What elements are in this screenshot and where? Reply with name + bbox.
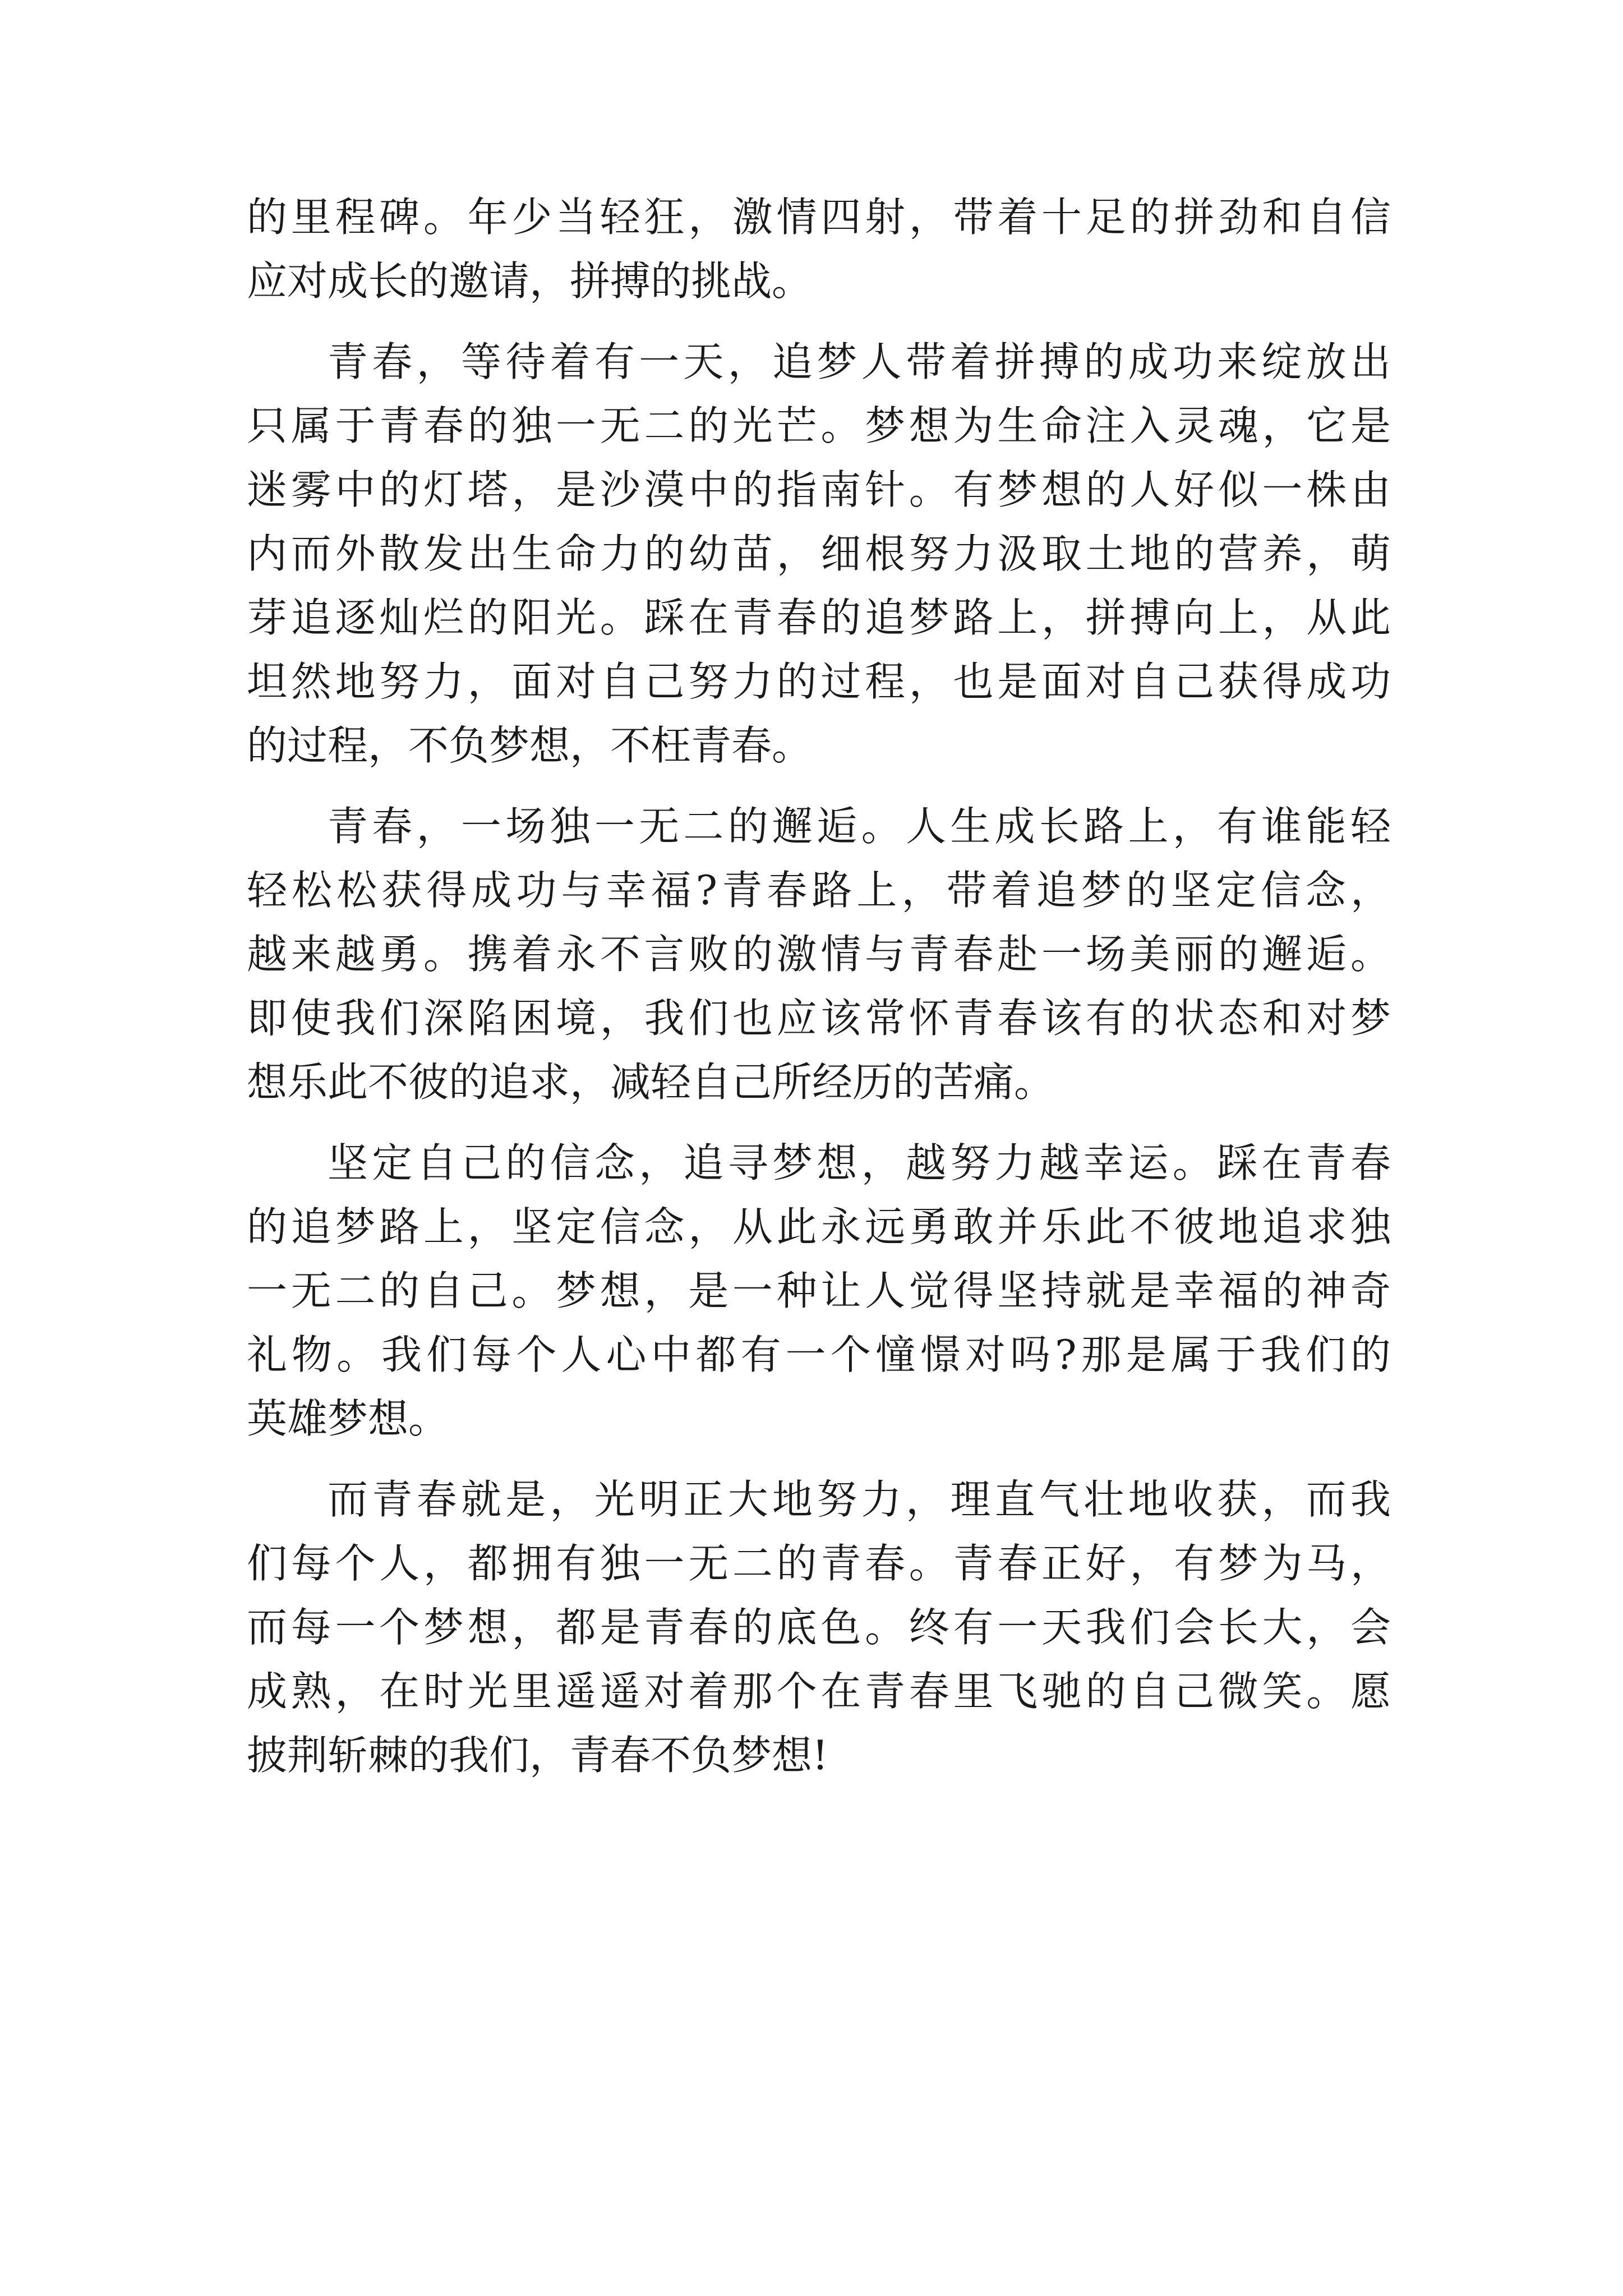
text-line: 内而外散发出生命力的幼苗，细根努力汲取土地的营养，萌 [247, 530, 1391, 577]
paragraph [247, 185, 1391, 313]
text-line: 迷雾中的灯塔，是沙漠中的指南针。有梦想的人好似一株由 [247, 466, 1391, 513]
text-line: 即使我们深陷困境，我们也应该常怀青春该有的状态和对梦 [247, 995, 1391, 1042]
text-line: 坚定自己的信念，追寻梦想，越努力越幸运。踩在青春 [328, 1139, 1391, 1186]
text-line: 而每一个梦想，都是青春的底色。终有一天我们会长大，会 [247, 1604, 1391, 1651]
text-line: 想乐此不彼的追求，减轻自己所经历的苦痛。 [247, 1059, 1055, 1106]
text-line: 只属于青春的独一无二的光芒。梦想为生命注入灵魂，它是 [247, 402, 1391, 449]
text-line: 越来越勇。携着永不言败的激情与青春赴一场美丽的邂逅。 [247, 931, 1391, 978]
text-line: 成熟，在时光里遥遥对着那个在青春里飞驰的自己微笑。愿 [247, 1668, 1391, 1715]
text-line: 青春，一场独一无二的邂逅。人生成长路上，有谁能轻 [328, 803, 1391, 850]
text-line: 芽追逐灿烂的阳光。踩在青春的追梦路上，拼搏向上，从此 [247, 594, 1391, 641]
text-line: 而青春就是，光明正大地努力，理直气壮地收获，而我 [328, 1476, 1391, 1523]
text-line: 礼物。我们每个人心中都有一个憧憬对吗?那是属于我们的 [247, 1331, 1391, 1378]
paragraph [247, 330, 1391, 777]
paragraph [247, 1467, 1391, 1787]
text-line: 披荆斩棘的我们，青春不负梦想! [247, 1732, 828, 1779]
paragraph [247, 1131, 1391, 1451]
document-body [247, 185, 1391, 1787]
text-line: 轻松松获得成功与幸福?青春路上，带着追梦的坚定信念， [247, 867, 1391, 914]
paragraph [247, 794, 1391, 1114]
text-line: 青春，等待着有一天，追梦人带着拼搏的成功来绽放出 [328, 338, 1391, 385]
text-line: 坦然地努力，面对自己努力的过程，也是面对自己获得成功 [247, 658, 1391, 705]
text-line: 应对成长的邀请，拼搏的挑战。 [247, 257, 813, 305]
text-line: 的过程，不负梦想，不枉青春。 [247, 722, 813, 769]
text-line: 的追梦路上，坚定信念，从此永远勇敢并乐此不彼地追求独 [247, 1203, 1391, 1250]
text-line: 们每个人，都拥有独一无二的青春。青春正好，有梦为马， [247, 1540, 1391, 1587]
text-line: 英雄梦想。 [247, 1395, 449, 1442]
text-line: 的里程碑。年少当轻狂，激情四射，带着十足的拼劲和自信 [247, 194, 1391, 241]
text-line: 一无二的自己。梦想，是一种让人觉得坚持就是幸福的神奇 [247, 1267, 1391, 1314]
